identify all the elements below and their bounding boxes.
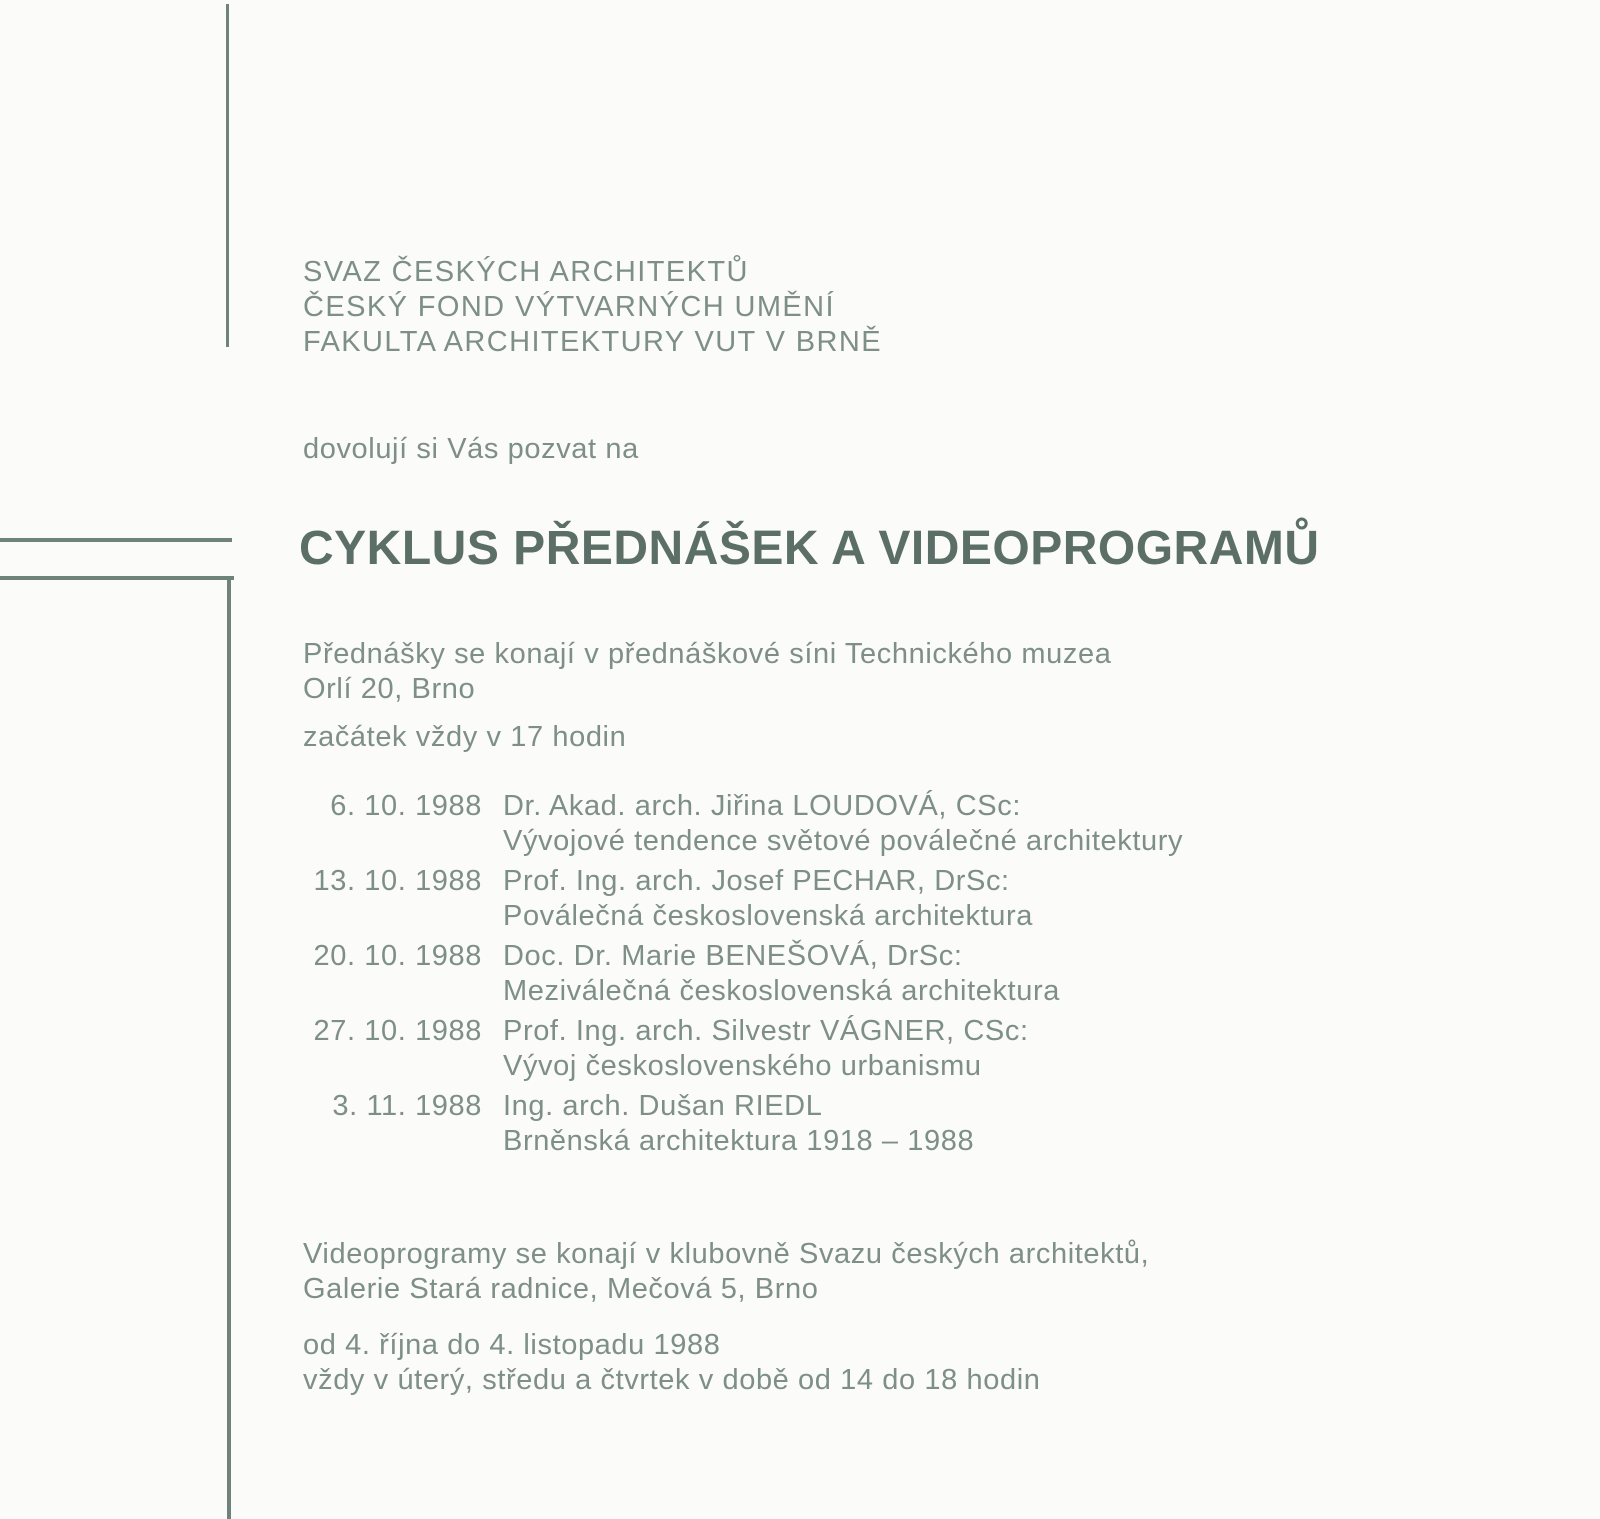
organization-line-2: ČESKÝ FOND VÝTVARNÝCH UMĚNÍ: [303, 291, 835, 323]
lecture-details: [503, 1089, 1183, 1159]
lecture-speaker: Doc. Dr. Marie BENEŠOVÁ, DrSc:: [503, 940, 963, 972]
organization-line-1: SVAZ ČESKÝCH ARCHITEKTŮ: [303, 256, 749, 288]
lecture-item: [300, 789, 1183, 859]
lecture-item: [300, 939, 1183, 1009]
videoprogram-venue-block: [303, 1237, 1149, 1307]
page-title: CYKLUS PŘEDNÁŠEK A VIDEOPROGRAMŮ: [299, 522, 1320, 575]
videoprogram-dates-line-1: od 4. října do 4. listopadu 1988: [303, 1329, 721, 1361]
lecture-topic: Poválečná československá architektura: [503, 900, 1033, 932]
lecture-details: [503, 1014, 1183, 1084]
lecture-venue-block: [303, 637, 1111, 707]
organization-line-3: FAKULTA ARCHITEKTURY VUT V BRNĚ: [303, 326, 882, 358]
lecture-venue-line-2: Orlí 20, Brno: [303, 673, 476, 705]
left-vertical-rule-top: [226, 4, 229, 347]
videoprogram-venue-line-1: Videoprogramy se konají v klubovně Svazu českých architektů,: [303, 1238, 1150, 1270]
lecture-date: 27. 10. 1988: [313, 1015, 482, 1047]
lecture-start-time: začátek vždy v 17 hodin: [303, 721, 627, 753]
videoprogram-venue-line-2: Galerie Stará radnice, Mečová 5, Brno: [303, 1273, 819, 1305]
lecture-date: 20. 10. 1988: [313, 940, 482, 972]
lecture-speaker: Ing. arch. Dušan RIEDL: [503, 1090, 823, 1122]
lecture-topic: Vývojové tendence světové poválečné architektury: [503, 825, 1184, 857]
lecture-item: [300, 1014, 1183, 1084]
lecture-schedule: [300, 789, 1183, 1164]
lecture-date: 13. 10. 1988: [313, 865, 482, 897]
lecture-details: [503, 864, 1183, 934]
lecture-topic: Vývoj československého urbanismu: [503, 1050, 982, 1082]
invitation-line: dovolují si Vás pozvat na: [303, 433, 639, 465]
videoprogram-dates-line-2: vždy v úterý, středu a čtvrtek v době od 14 do 18 hodin: [303, 1364, 1041, 1396]
lecture-topic: Brněnská architektura 1918 – 1988: [503, 1125, 975, 1157]
lecture-details: [503, 789, 1183, 859]
lecture-item: [300, 1089, 1183, 1159]
lecture-topic: Meziválečná československá architektura: [503, 975, 1060, 1007]
lecture-details: [503, 939, 1183, 1009]
lecture-date: 6. 10. 1988: [330, 790, 482, 822]
lecture-item: [300, 864, 1183, 934]
lecture-venue-line-1: Přednášky se konají v přednáškové síni Technického muzea: [303, 638, 1112, 670]
left-vertical-rule-bottom: [227, 576, 231, 1519]
organizations-block: [303, 255, 882, 360]
lecture-speaker: Prof. Ing. arch. Josef PECHAR, DrSc:: [503, 865, 1010, 897]
lecture-speaker: Dr. Akad. arch. Jiřina LOUDOVÁ, CSc:: [503, 790, 1021, 822]
left-horizontal-rule-upper: [0, 538, 232, 542]
lecture-date: 3. 11. 1988: [332, 1090, 482, 1122]
lecture-speaker: Prof. Ing. arch. Silvestr VÁGNER, CSc:: [503, 1015, 1029, 1047]
videoprogram-dates-block: [303, 1328, 1040, 1398]
left-horizontal-rule-lower: [0, 576, 234, 580]
